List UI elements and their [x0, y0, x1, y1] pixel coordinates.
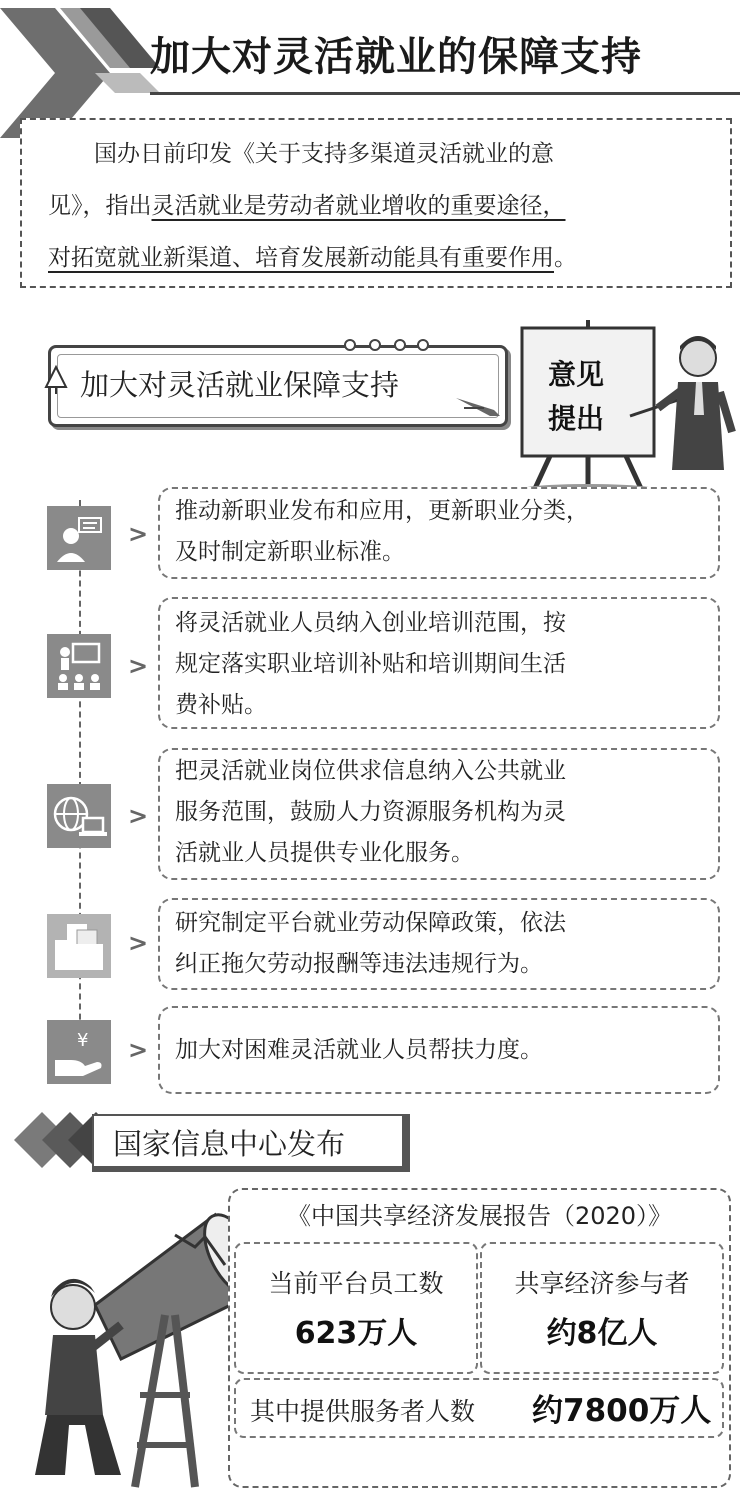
intro-line-3 [48, 232, 713, 284]
item-text [175, 1030, 705, 1071]
item-line: 及时制定新职业标准。 [175, 539, 405, 565]
intro-line-2 [48, 180, 713, 232]
telescope-man-illustration [25, 1175, 260, 1495]
item-arrow: > [128, 652, 149, 680]
section1-title: 加大对灵活就业保障支持 [80, 368, 400, 402]
hand-money-icon [47, 1020, 111, 1084]
stat-label: 当前平台员工数 [268, 1269, 444, 1298]
folder-documents-icon [47, 914, 111, 978]
svg-text:¥: ¥ [77, 1030, 89, 1051]
item-text [175, 491, 705, 573]
item-line: 规定落实职业培训补贴和培训期间生活 [175, 651, 566, 677]
item-line: 活就业人员提供专业化服务。 [175, 840, 474, 866]
item-line: 加大对困难灵活就业人员帮扶力度。 [175, 1037, 543, 1063]
item-line: 把灵活就业岗位供求信息纳入公共就业 [175, 758, 566, 784]
item-arrow: > [128, 1036, 149, 1064]
item-line: 纠正拖欠劳动报酬等违法违规行为。 [175, 951, 543, 977]
intro-text [48, 128, 713, 284]
page-title: 加大对灵活就业的保障支持 [150, 33, 642, 80]
speaking-person-icon [47, 506, 111, 570]
training-class-icon [47, 634, 111, 698]
pen-icon [454, 390, 504, 420]
item-arrow: > [128, 520, 149, 548]
presenter-whiteboard-illustration [510, 320, 740, 495]
stat-value: 623万人 [294, 1316, 418, 1351]
title-underline [150, 92, 740, 95]
item-arrow: > [128, 929, 149, 957]
item-line: 将灵活就业人员纳入创业培训范围，按 [175, 610, 566, 636]
section2-title: 国家信息中心发布 [113, 1127, 346, 1161]
item-text [175, 603, 705, 726]
item-line: 推动新职业发布和应用，更新职业分类， [175, 498, 589, 524]
intro-line-3-end: 。 [554, 245, 577, 271]
item-text [175, 751, 705, 874]
intro-line-3-underlined: 对拓宽就业新渠道、培育发展新动能具有重要作用 [48, 245, 554, 271]
item-text [175, 903, 705, 985]
board-text-2: 提出 [548, 402, 605, 435]
item-line: 研究制定平台就业劳动保障政策，依法 [175, 910, 566, 936]
globe-computer-icon [47, 784, 111, 848]
intro-line-1: 国办日前印发《关于支持多渠道灵活就业的意 [94, 141, 554, 167]
item-arrow: > [128, 802, 149, 830]
stat-label: 其中提供服务者人数 [250, 1397, 476, 1426]
report-title: 《中国共享经济发展报告（2020）》 [286, 1202, 673, 1230]
ring-dots-icon [340, 334, 430, 356]
intro-line-2-underlined: 灵活就业是劳动者就业增收的重要途径， [151, 193, 566, 219]
item-line: 费补贴。 [175, 692, 267, 718]
stat-value: 约8亿人 [546, 1316, 658, 1351]
item-line: 服务范围，鼓励人力资源服务机构为灵 [175, 799, 566, 825]
board-text-1: 意见 [548, 358, 605, 391]
pin-icon [40, 363, 72, 395]
stat-value: 约7800万人 [532, 1393, 712, 1429]
intro-line-2-plain: 见》，指出 [48, 193, 152, 219]
stat-label: 共享经济参与者 [514, 1269, 690, 1298]
